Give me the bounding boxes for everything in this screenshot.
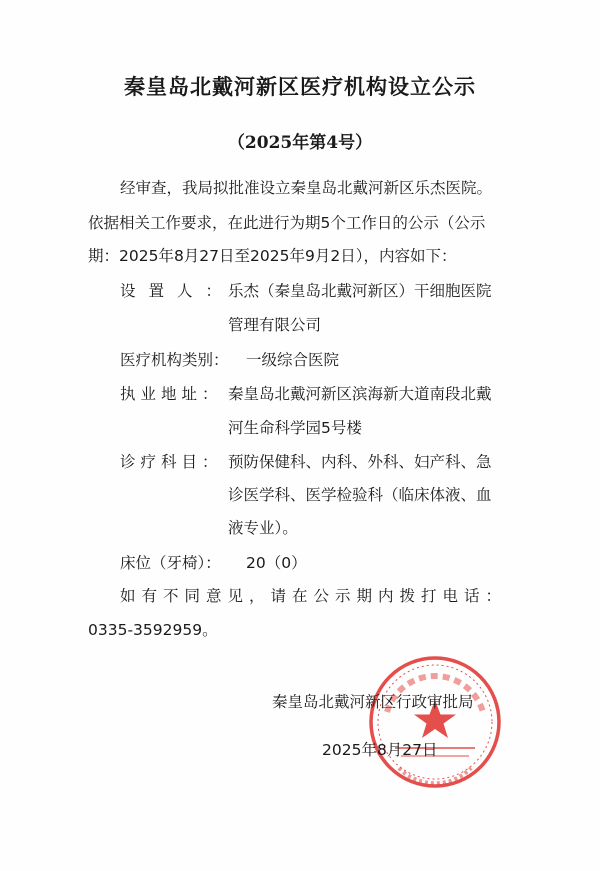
category-value: 一级综合医院 — [246, 351, 340, 369]
departments-value-line-1: 预防保健科、内科、外科、妇产科、急 — [228, 453, 492, 471]
beds-label: 床位（牙椅）： — [120, 554, 221, 572]
setter-value-line-1: 乐杰（秦皇岛北戴河新区）干细胞医院 — [228, 282, 492, 300]
departments-value-line-2: 诊医学科、医学检验科（临床体液、血 — [228, 486, 492, 504]
document-title: 秦皇岛北戴河新区医疗机构设立公示 — [124, 74, 476, 99]
issuer-name: 秦皇岛北戴河新区行政审批局 — [272, 693, 474, 711]
departments-label: 诊疗科目： — [120, 453, 223, 471]
document-number: （2025年第4号） — [227, 133, 373, 153]
category-label: 医疗机构类别： — [120, 351, 229, 369]
address-value-line-2: 河生命科学园5号楼 — [228, 419, 362, 437]
objection-phone: 0335-3592959。 — [88, 621, 218, 639]
beds-value: 20（0） — [246, 554, 307, 572]
issue-date: 2025年8月27日 — [322, 741, 438, 759]
address-value-line-1: 秦皇岛北戴河新区滨海新大道南段北戴 — [228, 385, 492, 403]
setter-value-line-2: 管理有限公司 — [228, 316, 322, 334]
objection-line-1: 如有不同意见，请在公示期内拨打电话： — [120, 587, 508, 605]
intro-line-1: 经审查，我局拟批准设立秦皇岛北戴河新区乐杰医院。 — [120, 179, 493, 197]
intro-line-3: 期：2025年8月27日至2025年9月2日），内容如下： — [88, 247, 457, 265]
official-seal-icon — [365, 652, 505, 792]
departments-value-line-3: 液专业）。 — [228, 519, 298, 537]
setter-label: 设置人： — [120, 282, 235, 300]
intro-line-2: 依据相关工作要求，在此进行为期5个工作日的公示（公示 — [88, 214, 486, 232]
address-label: 执业地址： — [120, 385, 223, 403]
